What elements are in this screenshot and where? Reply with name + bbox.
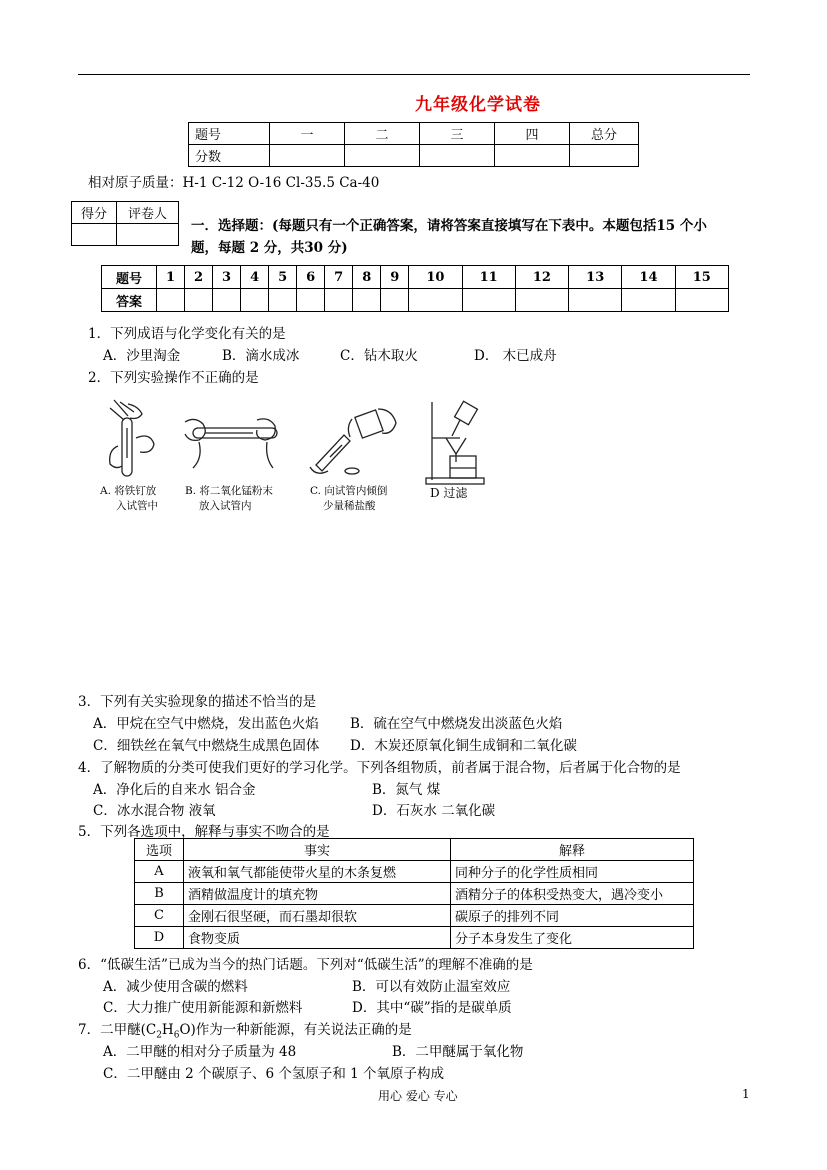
answer-row-label: 答案 bbox=[102, 289, 157, 312]
score-blank bbox=[570, 145, 639, 167]
q5-header-explanation: 解释 bbox=[451, 839, 694, 861]
figure-d-filtration bbox=[424, 398, 486, 486]
figure-c-caption-line1: C. 向试管内倾倒 bbox=[310, 485, 388, 497]
q3-option-d: D．木炭还原氧化铜生成铜和二氧化碳 bbox=[350, 738, 577, 754]
grader-score-label: 得分 bbox=[72, 202, 117, 224]
answer-table bbox=[101, 265, 729, 312]
atomic-masses: 相对原子质量：H-1 C-12 O-16 Cl-35.5 Ca-40 bbox=[88, 175, 380, 191]
q5-row-option: C bbox=[135, 905, 184, 927]
answer-number-cell: 4 bbox=[241, 266, 269, 289]
q7-stem-pre: 7．二甲醚(C bbox=[78, 1022, 157, 1038]
answer-blank-cell[interactable] bbox=[213, 289, 241, 312]
top-rule bbox=[78, 74, 750, 75]
answer-number-cell: 5 bbox=[269, 266, 297, 289]
q5-row-fact: 酒精做温度计的填充物 bbox=[184, 883, 451, 905]
figure-a-caption-line2: 入试管中 bbox=[116, 500, 158, 512]
answer-number-cell: 6 bbox=[297, 266, 325, 289]
score-cell-2: 二 bbox=[345, 123, 420, 145]
q7-stem-mid: H bbox=[161, 1022, 174, 1038]
score-blank bbox=[270, 145, 345, 167]
grader-blank bbox=[117, 224, 179, 246]
table-row bbox=[135, 927, 694, 949]
table-row bbox=[135, 883, 694, 905]
score-cell-4: 四 bbox=[495, 123, 570, 145]
q6-option-c: C．大力推广使用新能源和新燃料 bbox=[103, 1000, 303, 1016]
figure-a-nail-into-tube bbox=[98, 398, 168, 482]
q5-row-explanation: 分子本身发生了变化 bbox=[451, 927, 694, 949]
grader-blank bbox=[72, 224, 117, 246]
answer-number-cell: 7 bbox=[325, 266, 353, 289]
q5-row-fact: 食物变质 bbox=[184, 927, 451, 949]
score-table-score-row bbox=[189, 145, 639, 167]
answer-blank-cell[interactable] bbox=[325, 289, 353, 312]
answer-blank-cell[interactable] bbox=[381, 289, 409, 312]
answer-number-cell: 2 bbox=[185, 266, 213, 289]
q3-option-a: A．甲烷在空气中燃烧，发出蓝色火焰 bbox=[93, 716, 319, 732]
q1-option-d: D． 木已成舟 bbox=[474, 348, 557, 364]
q7-option-a: A．二甲醚的相对分子质量为 48 bbox=[103, 1044, 297, 1060]
q4-option-d: D．石灰水 二氧化碳 bbox=[372, 803, 496, 819]
score-cell-total: 总分 bbox=[570, 123, 639, 145]
answer-blank-cell[interactable] bbox=[515, 289, 568, 312]
score-cell-3: 三 bbox=[420, 123, 495, 145]
q6-stem: 6．“低碳生活”已成为当今的热门话题。下列对“低碳生活”的理解不准确的是 bbox=[78, 957, 533, 973]
q1-option-c: C．钻木取火 bbox=[340, 348, 418, 364]
answer-table-number-row bbox=[102, 266, 729, 289]
figure-b-caption-line1: B. 将二氧化锰粉末 bbox=[185, 485, 273, 497]
q7-option-c: C．二甲醚由 2 个碳原子、6 个氢原子和 1 个氧原子构成 bbox=[103, 1066, 445, 1082]
answer-number-cell: 13 bbox=[569, 266, 622, 289]
q1-stem: 1．下列成语与化学变化有关的是 bbox=[88, 326, 286, 342]
answer-blank-cell[interactable] bbox=[241, 289, 269, 312]
q5-header-fact: 事实 bbox=[184, 839, 451, 861]
answer-table-answer-row bbox=[102, 289, 729, 312]
score-blank bbox=[495, 145, 570, 167]
q6-option-a: A．减少使用含碳的燃料 bbox=[103, 979, 248, 995]
q4-stem: 4．了解物质的分类可使我们更好的学习化学。下列各组物质，前者属于混合物，后者属于化合物的是 bbox=[78, 760, 681, 776]
score-row-label: 分数 bbox=[189, 145, 270, 167]
answer-number-cell: 10 bbox=[409, 266, 462, 289]
table-row bbox=[135, 861, 694, 883]
q5-row-option: D bbox=[135, 927, 184, 949]
score-blank bbox=[420, 145, 495, 167]
q4-option-b: B．氮气 煤 bbox=[372, 782, 441, 798]
q7-stem-post: O)作为一种新能源，有关说法正确的是 bbox=[179, 1022, 412, 1038]
section1-heading-line1: 一．选择题：(每题只有一个正确答案，请将答案直接填写在下表中。本题包括15 个小 bbox=[191, 218, 707, 234]
q1-option-b: B．滴水成冰 bbox=[222, 348, 300, 364]
answer-blank-cell[interactable] bbox=[569, 289, 622, 312]
answer-blank-cell[interactable] bbox=[353, 289, 381, 312]
q5-row-explanation: 酒精分子的体积受热变大，遇冷变小 bbox=[451, 883, 694, 905]
answer-number-cell: 3 bbox=[213, 266, 241, 289]
answer-blank-cell[interactable] bbox=[462, 289, 515, 312]
answer-number-cell: 8 bbox=[353, 266, 381, 289]
q5-row-option: A bbox=[135, 861, 184, 883]
footer-motto: 用心 爱心 专心 bbox=[378, 1089, 458, 1103]
answer-blank-cell[interactable] bbox=[185, 289, 213, 312]
q7-option-b: B．二甲醚属于氧化物 bbox=[392, 1044, 524, 1060]
answer-blank-cell[interactable] bbox=[675, 289, 728, 312]
answer-blank-cell[interactable] bbox=[157, 289, 185, 312]
score-table-header-row bbox=[189, 123, 639, 145]
q5-row-fact: 金刚石很坚硬，而石墨却很软 bbox=[184, 905, 451, 927]
figure-c-pouring-acid bbox=[308, 405, 400, 477]
section1-heading-line2: 题，每题 2 分，共30 分) bbox=[191, 240, 348, 256]
q5-row-explanation: 同种分子的化学性质相同 bbox=[451, 861, 694, 883]
q4-option-a: A．净化后的自来水 铝合金 bbox=[93, 782, 256, 798]
q5-header-option: 选项 bbox=[135, 839, 184, 861]
figure-b-powder-into-tube bbox=[183, 412, 283, 472]
score-blank bbox=[345, 145, 420, 167]
grader-table bbox=[71, 201, 179, 246]
q7-subscript-hydrogen: 6 bbox=[173, 1030, 180, 1041]
figure-d-caption: D 过滤 bbox=[430, 486, 468, 500]
figure-a-caption-line1: A. 将铁钉放 bbox=[100, 485, 157, 497]
figure-b-caption-line2: 放入试管内 bbox=[199, 500, 252, 512]
q5-row-explanation: 碳原子的排列不同 bbox=[451, 905, 694, 927]
q3-stem: 3．下列有关实验现象的描述不恰当的是 bbox=[78, 694, 317, 710]
answer-number-cell: 15 bbox=[675, 266, 728, 289]
q7-subscript-carbon: 2 bbox=[156, 1030, 162, 1041]
q5-table bbox=[134, 838, 694, 949]
figure-c-caption-line2: 少量稀盐酸 bbox=[323, 500, 376, 512]
page-title: 九年级化学试卷 bbox=[415, 95, 541, 115]
q5-row-option: B bbox=[135, 883, 184, 905]
answer-header-label: 题号 bbox=[102, 266, 157, 289]
answer-number-cell: 12 bbox=[515, 266, 568, 289]
q2-stem: 2．下列实验操作不正确的是 bbox=[88, 370, 259, 386]
q5-stem: 5．下列各选项中，解释与事实不吻合的是 bbox=[78, 824, 330, 840]
grader-label: 评卷人 bbox=[117, 202, 179, 224]
q5-table-header bbox=[135, 839, 694, 861]
answer-number-cell: 1 bbox=[157, 266, 185, 289]
score-cell-1: 一 bbox=[270, 123, 345, 145]
table-row bbox=[135, 905, 694, 927]
page-number: 1 bbox=[742, 1087, 750, 1101]
q3-option-c: C．细铁丝在氧气中燃烧生成黑色固体 bbox=[93, 738, 320, 754]
answer-blank-cell[interactable] bbox=[622, 289, 675, 312]
answer-blank-cell[interactable] bbox=[269, 289, 297, 312]
q7-stem bbox=[78, 1018, 412, 1041]
answer-blank-cell[interactable] bbox=[409, 289, 462, 312]
q6-option-d: D．其中“碳”指的是碳单质 bbox=[352, 1000, 512, 1016]
score-cell-label: 题号 bbox=[189, 123, 270, 145]
q5-row-fact: 液氧和氧气都能使带火星的木条复燃 bbox=[184, 861, 451, 883]
q4-option-c: C．冰水混合物 液氧 bbox=[93, 803, 216, 819]
answer-blank-cell[interactable] bbox=[297, 289, 325, 312]
q3-option-b: B．硫在空气中燃烧发出淡蓝色火焰 bbox=[350, 716, 563, 732]
q6-option-b: B．可以有效防止温室效应 bbox=[352, 979, 511, 995]
answer-number-cell: 14 bbox=[622, 266, 675, 289]
answer-number-cell: 9 bbox=[381, 266, 409, 289]
answer-number-cell: 11 bbox=[462, 266, 515, 289]
score-table bbox=[188, 122, 639, 167]
q1-option-a: A．沙里淘金 bbox=[103, 348, 181, 364]
